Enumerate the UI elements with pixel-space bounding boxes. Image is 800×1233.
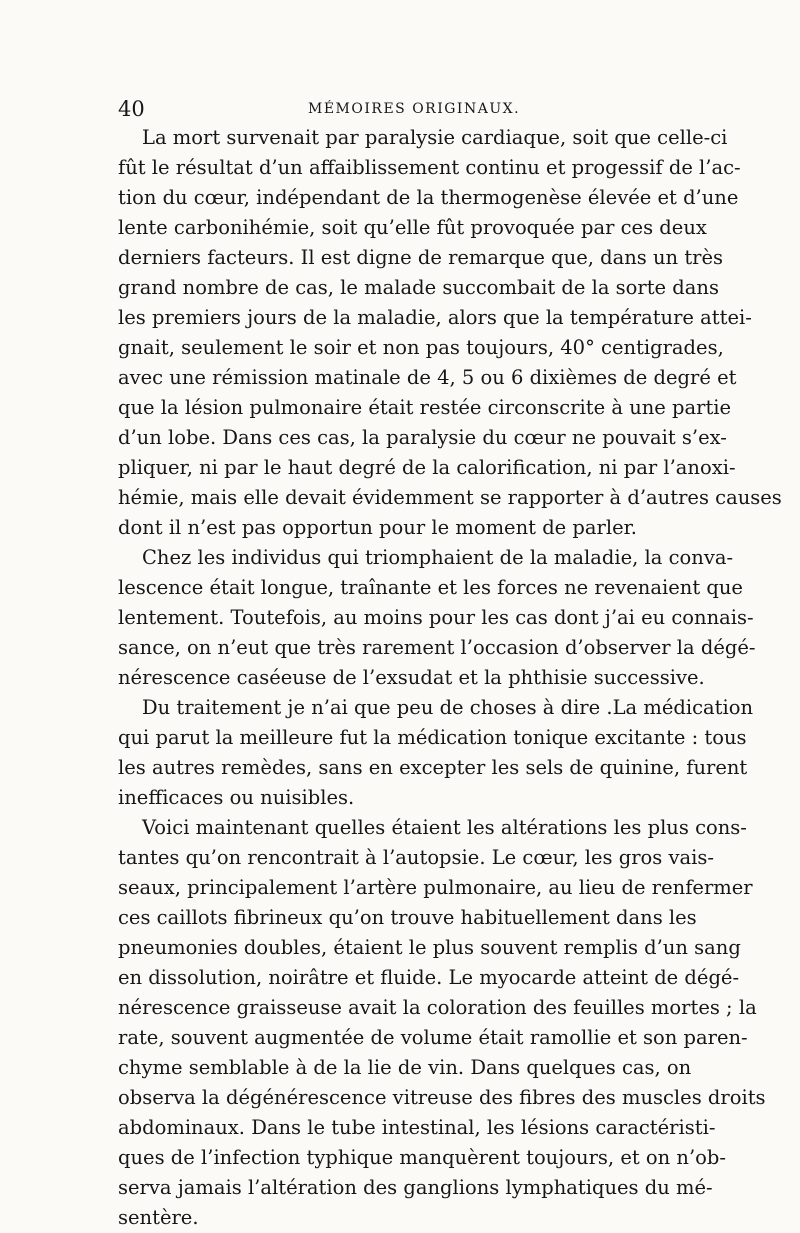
text-line: pliquer, ni par le haut degré de la calorification, ni par l’anoxi- bbox=[118, 456, 736, 479]
text-line: d’un lobe. Dans ces cas, la paralysie du cœur ne pouvait s’ex- bbox=[118, 426, 727, 449]
text-line: derniers facteurs. Il est digne de remarque que, dans un très bbox=[118, 246, 724, 269]
text-line: Du traitement je n’ai que peu de choses à dire .La médication bbox=[142, 696, 754, 719]
text-line: nérescence caséeuse de l’exsudat et la phthisie successive. bbox=[118, 666, 705, 689]
text-line: lentement. Toutefois, au moins pour les cas dont j’ai eu connais- bbox=[118, 606, 754, 629]
text-line: ces caillots fibrineux qu’on trouve habituellement dans les bbox=[118, 906, 697, 929]
text-line: les autres remèdes, sans en excepter les sels de quinine, furent bbox=[118, 756, 748, 779]
text-line: les premiers jours de la maladie, alors que la température attei- bbox=[118, 306, 752, 329]
text-line: lescence était longue, traînante et les forces ne revenaient que bbox=[118, 576, 743, 599]
text-line: pneumonies doubles, étaient le plus souvent remplis d’un sang bbox=[118, 936, 741, 959]
text-line: lente carbonihémie, soit qu’elle fût provoquée par ces deux bbox=[118, 216, 707, 239]
text-line: gnait, seulement le soir et non pas toujours, 40° centigrades, bbox=[118, 336, 724, 359]
text-line: tion du cœur, indépendant de la thermogenèse élevée et d’une bbox=[118, 186, 739, 209]
text-line: fût le résultat d’un affaiblissement continu et progessif de l’ac- bbox=[118, 156, 741, 179]
text-line: rate, souvent augmentée de volume était ramollie et son paren- bbox=[118, 1026, 748, 1049]
text-line: sentère. bbox=[118, 1206, 199, 1229]
running-title: MÉMOIRES ORIGINAUX. bbox=[308, 101, 521, 117]
page-number: 40 bbox=[118, 97, 145, 121]
text-line: dont il n’est pas opportun pour le moment de parler. bbox=[118, 516, 637, 539]
text-line: chyme semblable à de la lie de vin. Dans quelques cas, on bbox=[118, 1056, 692, 1079]
text-line: abdominaux. Dans le tube intestinal, les lésions caractéristi- bbox=[118, 1116, 716, 1139]
text-line: Voici maintenant quelles étaient les altérations les plus cons- bbox=[142, 816, 747, 839]
text-line: serva jamais l’altération des ganglions lymphatiques du mé- bbox=[118, 1176, 713, 1199]
text-line: ques de l’infection typhique manquèrent toujours, et on n’ob- bbox=[118, 1146, 726, 1169]
text-line: hémie, mais elle devait évidemment se rapporter à d’autres causes bbox=[118, 486, 782, 509]
text-line: que la lésion pulmonaire était restée circonscrite à une partie bbox=[118, 396, 732, 419]
text-line: qui parut la meilleure fut la médication tonique excitante : tous bbox=[118, 726, 747, 749]
text-line: La mort survenait par paralysie cardiaque, soit que celle-ci bbox=[142, 126, 728, 149]
page-header bbox=[118, 95, 688, 123]
text-line: inefficaces ou nuisibles. bbox=[118, 786, 355, 809]
text-line: Chez les individus qui triomphaient de la maladie, la conva- bbox=[142, 546, 734, 569]
text-line: sance, on n’eut que très rarement l’occasion d’observer la dégé- bbox=[118, 636, 756, 659]
text-line: tantes qu’on rencontrait à l’autopsie. Le cœur, les gros vais- bbox=[118, 846, 714, 869]
text-line: avec une rémission matinale de 4, 5 ou 6 dixièmes de degré et bbox=[118, 366, 737, 389]
text-line: seaux, principalement l’artère pulmonaire, au lieu de renfermer bbox=[118, 876, 753, 899]
text-line: en dissolution, noirâtre et fluide. Le myocarde atteint de dégé- bbox=[118, 966, 740, 989]
text-line: nérescence graisseuse avait la coloration des feuilles mortes ; la bbox=[118, 996, 757, 1019]
text-line: grand nombre de cas, le malade succombait de la sorte dans bbox=[118, 276, 719, 299]
text-line: observa la dégénérescence vitreuse des fibres des muscles droits bbox=[118, 1086, 766, 1109]
